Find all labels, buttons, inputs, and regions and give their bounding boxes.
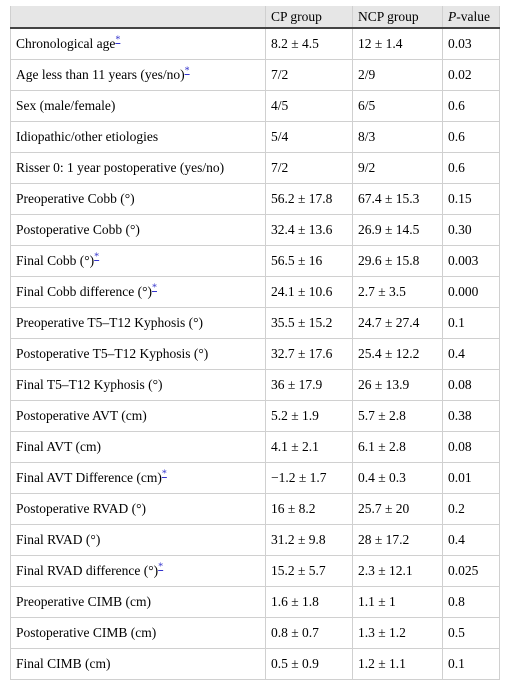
ncp-value-cell: 0.4 ± 0.3	[353, 462, 443, 493]
table-row	[11, 183, 500, 214]
p-value-cell: 0.1	[443, 648, 500, 679]
p-value-cell: 0.4	[443, 524, 500, 555]
variable-label: Final AVT (cm)	[16, 438, 102, 454]
variable-label: Final RVAD difference (°)	[16, 562, 159, 578]
p-value-cell: 0.30	[443, 214, 500, 245]
ncp-value-cell: 26.9 ± 14.5	[353, 214, 443, 245]
cp-value-cell: 5.2 ± 1.9	[266, 400, 353, 431]
variable-label: Chronological age	[16, 35, 116, 51]
table-row	[11, 617, 500, 648]
p-value-cell: 0.000	[443, 276, 500, 307]
ncp-value-cell: 9/2	[353, 152, 443, 183]
p-value-cell: 0.6	[443, 90, 500, 121]
p-value-cell: 0.025	[443, 555, 500, 586]
variable-cell	[11, 462, 266, 493]
ncp-value-cell: 25.7 ± 20	[353, 493, 443, 524]
cp-value-cell: 1.6 ± 1.8	[266, 586, 353, 617]
table-row	[11, 369, 500, 400]
ncp-value-cell: 8/3	[353, 121, 443, 152]
p-value-cell: 0.6	[443, 152, 500, 183]
variable-label: Age less than 11 years (yes/no)	[16, 66, 185, 82]
table-row	[11, 555, 500, 586]
variable-cell	[11, 524, 266, 555]
p-value-cell: 0.1	[443, 307, 500, 338]
p-value-cell: 0.003	[443, 245, 500, 276]
variable-label: Idiopathic/other etiologies	[16, 128, 159, 144]
ncp-value-cell: 5.7 ± 2.8	[353, 400, 443, 431]
header-ncp-group: NCP group	[353, 6, 443, 28]
cp-value-cell: 0.5 ± 0.9	[266, 648, 353, 679]
variable-cell	[11, 400, 266, 431]
header-row	[11, 6, 500, 28]
table-row	[11, 28, 500, 59]
cp-value-cell: 4.1 ± 2.1	[266, 431, 353, 462]
variable-cell	[11, 338, 266, 369]
p-value-cell: 0.4	[443, 338, 500, 369]
header-variable	[11, 6, 266, 28]
variable-cell	[11, 276, 266, 307]
variable-cell	[11, 431, 266, 462]
table-row	[11, 214, 500, 245]
ncp-value-cell: 6/5	[353, 90, 443, 121]
variable-cell	[11, 555, 266, 586]
variable-label: Postoperative T5–T12 Kyphosis (°)	[16, 345, 209, 361]
cp-value-cell: −1.2 ± 1.7	[266, 462, 353, 493]
cp-value-cell: 7/2	[266, 152, 353, 183]
ncp-value-cell: 29.6 ± 15.8	[353, 245, 443, 276]
table-row	[11, 586, 500, 617]
cp-value-cell: 32.7 ± 17.6	[266, 338, 353, 369]
variable-cell	[11, 586, 266, 617]
variable-cell	[11, 28, 266, 59]
cp-value-cell: 24.1 ± 10.6	[266, 276, 353, 307]
variable-cell	[11, 214, 266, 245]
table-body	[11, 28, 500, 679]
variable-label: Risser 0: 1 year postoperative (yes/no)	[16, 159, 225, 175]
table-row	[11, 307, 500, 338]
table-row	[11, 152, 500, 183]
footnote-link[interactable]: *	[184, 65, 190, 76]
footnote-link[interactable]: *	[115, 34, 121, 46]
table-row	[11, 493, 500, 524]
cp-value-cell: 16 ± 8.2	[266, 493, 353, 524]
cp-value-cell: 5/4	[266, 121, 353, 152]
ncp-value-cell: 2.3 ± 12.1	[353, 555, 443, 586]
cp-value-cell: 35.5 ± 15.2	[266, 307, 353, 338]
variable-cell	[11, 245, 266, 276]
variable-cell	[11, 493, 266, 524]
ncp-value-cell: 24.7 ± 27.4	[353, 307, 443, 338]
variable-cell	[11, 617, 266, 648]
variable-label: Postoperative AVT (cm)	[16, 407, 147, 423]
cp-value-cell: 36 ± 17.9	[266, 369, 353, 400]
variable-cell	[11, 369, 266, 400]
variable-label: Final Cobb difference (°)	[16, 283, 152, 299]
footnote-link[interactable]: *	[94, 251, 100, 262]
table-row	[11, 121, 500, 152]
table-row	[11, 276, 500, 307]
footnote-link[interactable]: *	[161, 468, 167, 479]
variable-label: Postoperative CIMB (cm)	[16, 624, 157, 640]
cp-value-cell: 4/5	[266, 90, 353, 121]
p-value-cell: 0.01	[443, 462, 500, 493]
table-header	[11, 6, 500, 28]
p-value-cell: 0.5	[443, 617, 500, 648]
variable-cell	[11, 152, 266, 183]
cp-value-cell: 7/2	[266, 59, 353, 90]
variable-label: Postoperative Cobb (°)	[16, 221, 140, 237]
variable-label: Final Cobb (°)	[16, 252, 95, 268]
cp-value-cell: 56.5 ± 16	[266, 245, 353, 276]
header-p-value	[443, 6, 500, 28]
cp-value-cell: 56.2 ± 17.8	[266, 183, 353, 214]
variable-cell	[11, 648, 266, 679]
variable-cell	[11, 59, 266, 90]
p-value-cell: 0.15	[443, 183, 500, 214]
ncp-value-cell: 25.4 ± 12.2	[353, 338, 443, 369]
ncp-value-cell: 28 ± 17.2	[353, 524, 443, 555]
ncp-value-cell: 2/9	[353, 59, 443, 90]
cp-value-cell: 31.2 ± 9.8	[266, 524, 353, 555]
table-row	[11, 59, 500, 90]
variable-label: Final T5–T12 Kyphosis (°)	[16, 376, 163, 392]
table-row	[11, 648, 500, 679]
header-p-suffix: -value	[456, 8, 490, 24]
table-row	[11, 524, 500, 555]
p-value-cell: 0.38	[443, 400, 500, 431]
p-value-cell: 0.2	[443, 493, 500, 524]
table-row	[11, 462, 500, 493]
ncp-value-cell: 12 ± 1.4	[353, 28, 443, 59]
ncp-value-cell: 6.1 ± 2.8	[353, 431, 443, 462]
p-value-cell: 0.08	[443, 369, 500, 400]
variable-label: Final AVT Difference (cm)	[16, 469, 162, 485]
results-table	[10, 6, 500, 680]
p-value-cell: 0.03	[443, 28, 500, 59]
ncp-value-cell: 2.7 ± 3.5	[353, 276, 443, 307]
header-p-letter: P	[448, 8, 457, 24]
variable-label: Preoperative T5–T12 Kyphosis (°)	[16, 314, 203, 330]
footnote-link[interactable]: *	[158, 561, 164, 572]
p-value-cell: 0.6	[443, 121, 500, 152]
variable-label: Postoperative RVAD (°)	[16, 500, 147, 516]
ncp-value-cell: 1.2 ± 1.1	[353, 648, 443, 679]
table-row	[11, 338, 500, 369]
cp-value-cell: 32.4 ± 13.6	[266, 214, 353, 245]
p-value-cell: 0.08	[443, 431, 500, 462]
p-value-cell: 0.02	[443, 59, 500, 90]
variable-cell	[11, 183, 266, 214]
variable-label: Sex (male/female)	[16, 97, 116, 113]
ncp-value-cell: 1.3 ± 1.2	[353, 617, 443, 648]
cp-value-cell: 0.8 ± 0.7	[266, 617, 353, 648]
table-row	[11, 400, 500, 431]
variable-label: Preoperative CIMB (cm)	[16, 593, 151, 609]
cp-value-cell: 15.2 ± 5.7	[266, 555, 353, 586]
variable-label: Final RVAD (°)	[16, 531, 101, 547]
ncp-value-cell: 1.1 ± 1	[353, 586, 443, 617]
variable-label: Final CIMB (cm)	[16, 655, 111, 671]
results-table-container	[10, 6, 499, 680]
cp-value-cell: 8.2 ± 4.5	[266, 28, 353, 59]
table-row	[11, 431, 500, 462]
header-cp-group: CP group	[266, 6, 353, 28]
ncp-value-cell: 67.4 ± 15.3	[353, 183, 443, 214]
variable-cell	[11, 90, 266, 121]
table-row	[11, 245, 500, 276]
footnote-link[interactable]: *	[151, 282, 157, 293]
variable-cell	[11, 307, 266, 338]
variable-label: Preoperative Cobb (°)	[16, 190, 135, 206]
variable-cell	[11, 121, 266, 152]
ncp-value-cell: 26 ± 13.9	[353, 369, 443, 400]
p-value-cell: 0.8	[443, 586, 500, 617]
table-row	[11, 90, 500, 121]
